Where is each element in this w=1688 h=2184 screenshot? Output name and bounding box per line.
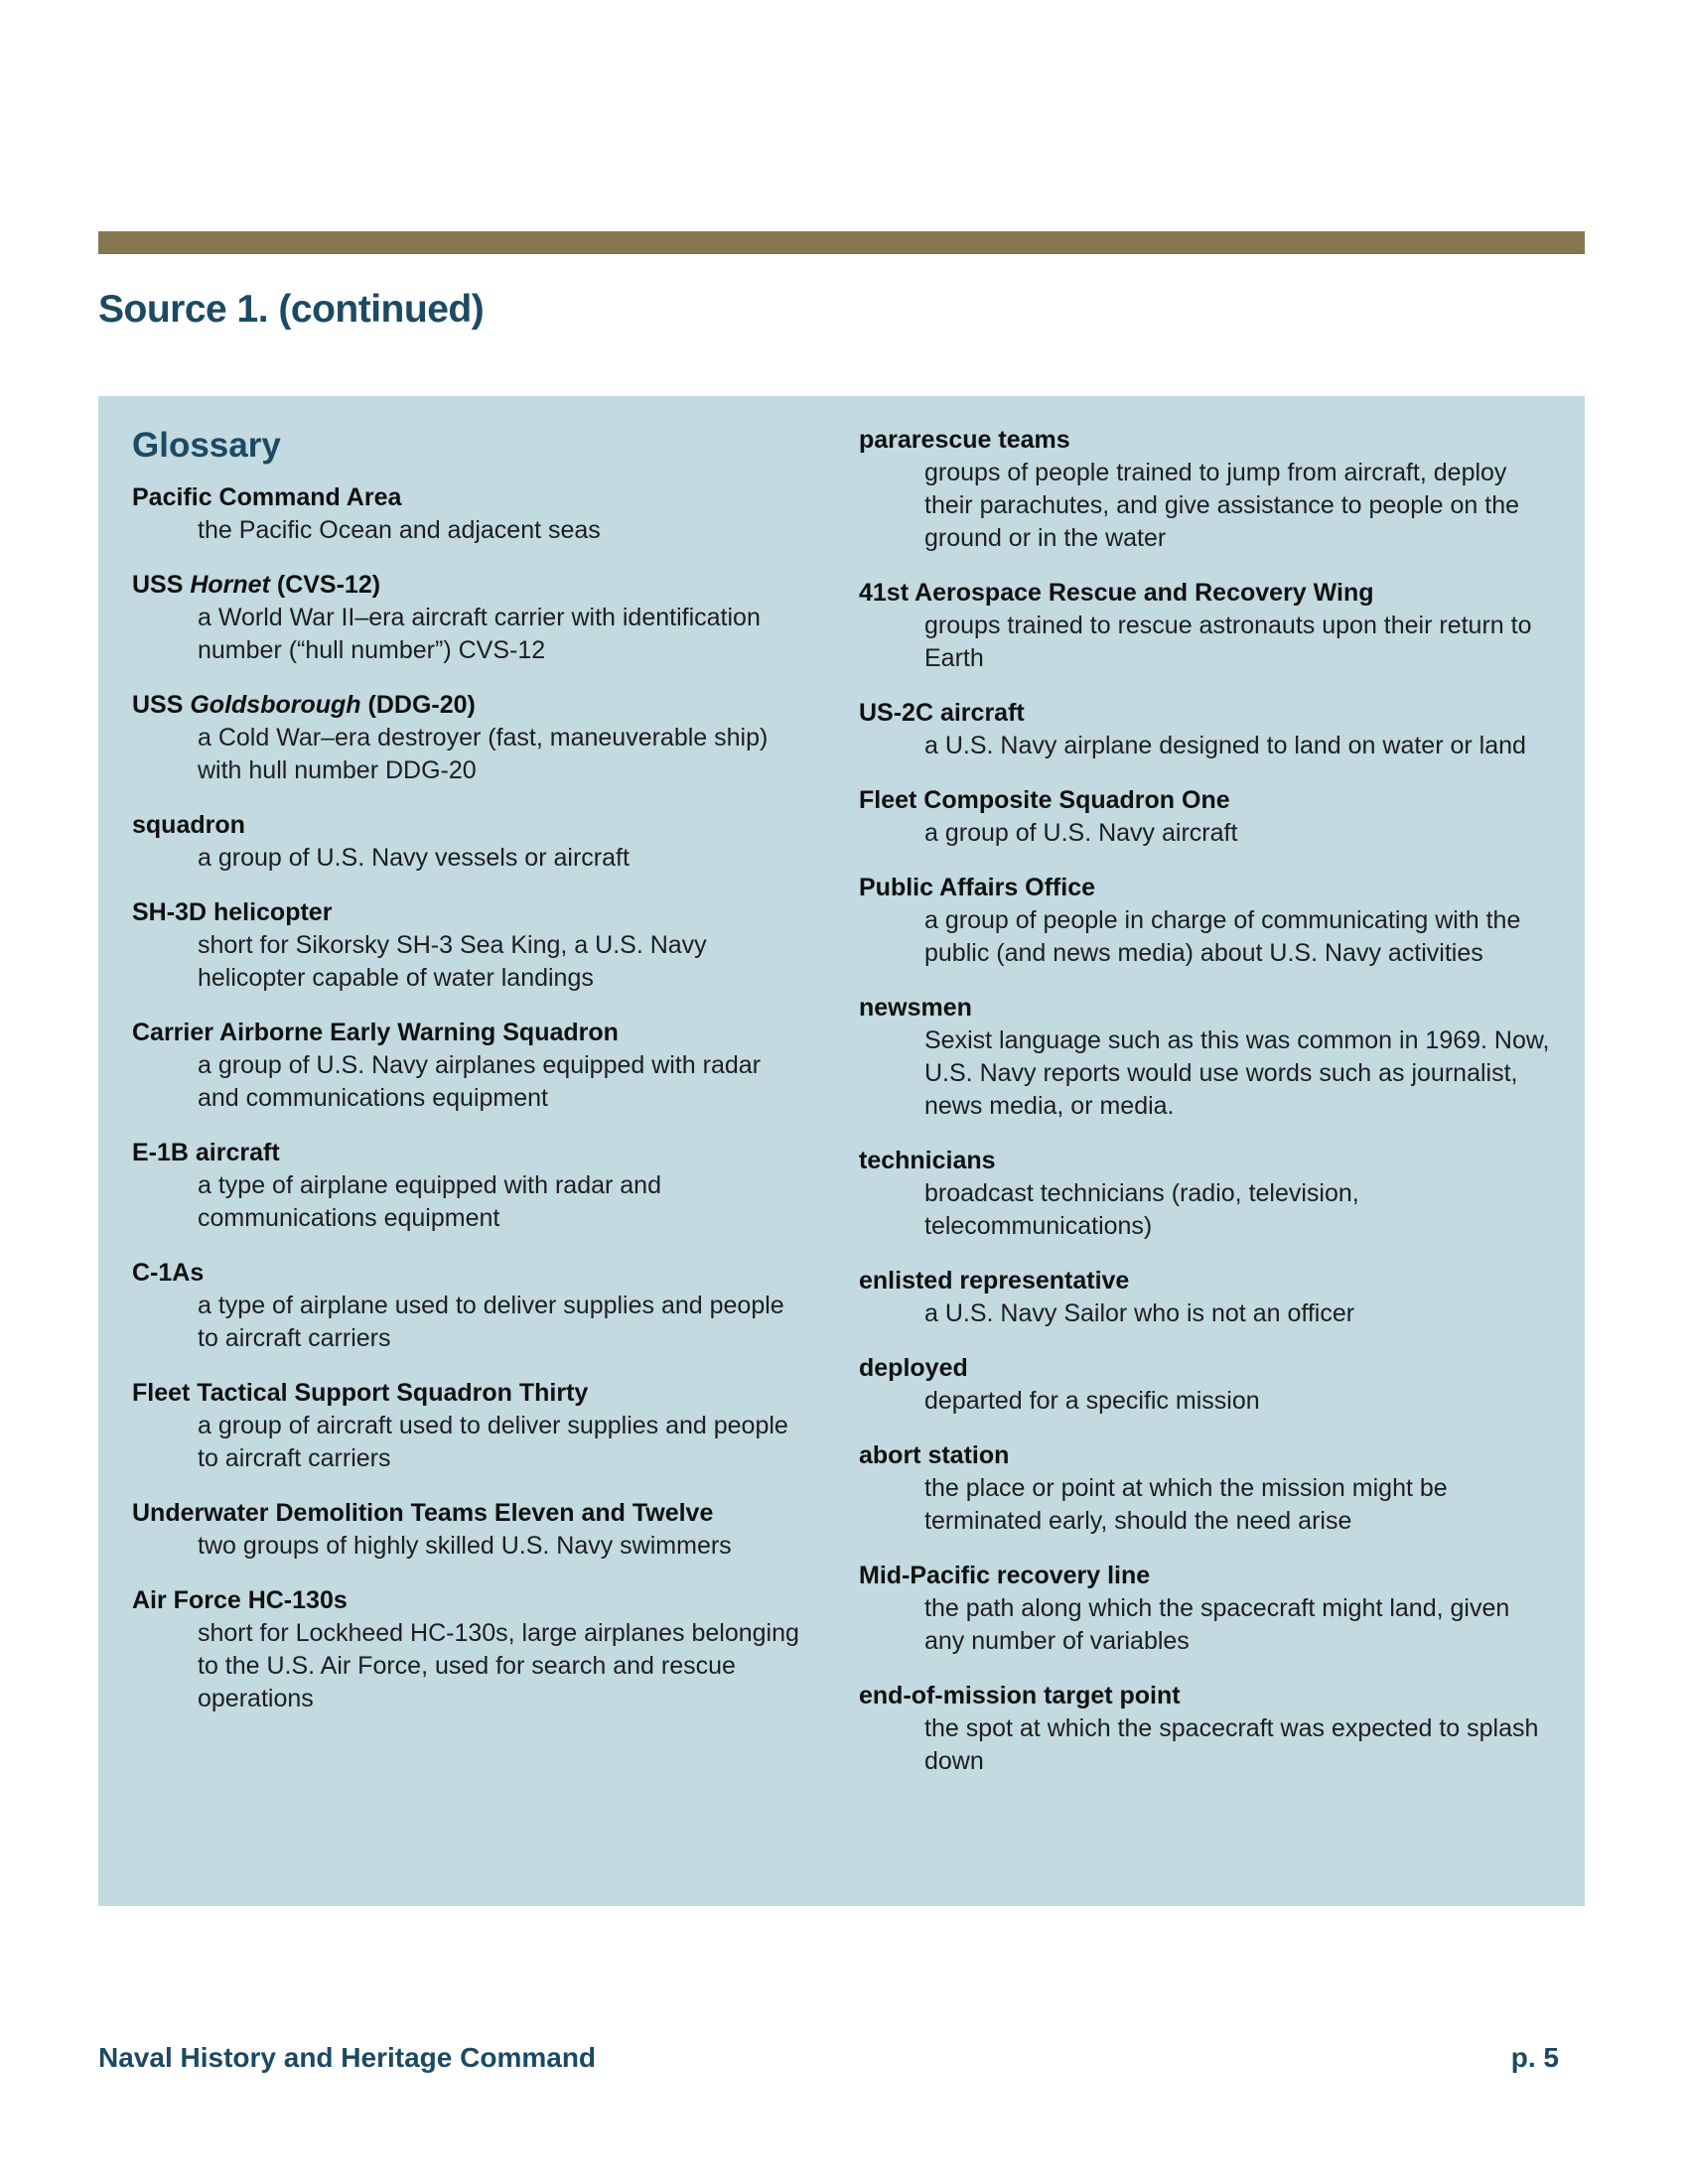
glossary-definition: groups of people trained to jump from aircraft, deploy their parachutes, and give assistance to people on the ground or in the water xyxy=(924,459,1520,552)
glossary-definition: a type of airplane used to deliver supplies and people to aircraft carriers xyxy=(198,1292,784,1352)
top-divider-rule xyxy=(98,231,1585,254)
footer-organization: Naval History and Heritage Command xyxy=(98,2042,597,2073)
glossary-term xyxy=(859,424,1554,457)
glossary-term xyxy=(132,689,807,722)
term-text: Carrier Airborne Early Warning Squadron xyxy=(132,1019,619,1046)
glossary-entry xyxy=(132,1584,807,1715)
glossary-entry xyxy=(132,1017,807,1115)
term-text: Fleet Tactical Support Squadron Thirty xyxy=(132,1379,589,1407)
glossary-definition: Sexist language such as this was common in 1969. Now, U.S. Navy reports would use words such as journalist, news media, or media. xyxy=(924,1026,1550,1120)
glossary-term xyxy=(132,1257,807,1290)
glossary-definition: two groups of highly skilled U.S. Navy swimmers xyxy=(198,1532,732,1560)
glossary-entry xyxy=(132,809,807,875)
glossary-term xyxy=(859,872,1554,904)
glossary-entry xyxy=(859,1560,1554,1658)
glossary-entry xyxy=(132,896,807,995)
term-text: US-2C aircraft xyxy=(859,699,1025,727)
glossary-term xyxy=(132,896,807,929)
page-number: p. 5 xyxy=(1510,2042,1559,2073)
glossary-term xyxy=(859,784,1554,817)
glossary-term xyxy=(132,1584,807,1617)
glossary-definition: a U.S. Navy Sailor who is not an officer xyxy=(924,1299,1355,1327)
glossary-definition: a group of U.S. Navy vessels or aircraft xyxy=(198,844,630,872)
glossary-definition: the path along which the spacecraft might land, given any number of variables xyxy=(924,1594,1510,1655)
glossary-definition: a group of aircraft used to deliver supplies and people to aircraft carriers xyxy=(198,1412,788,1472)
glossary-entry xyxy=(132,481,807,547)
glossary-definition: groups trained to rescue astronauts upon their return to Earth xyxy=(924,612,1532,672)
glossary-term xyxy=(132,1497,807,1530)
glossary-heading: Glossary xyxy=(132,426,281,465)
term-text: technicians xyxy=(859,1147,996,1174)
glossary-definition: departed for a specific mission xyxy=(924,1387,1260,1415)
glossary-entry xyxy=(859,1145,1554,1243)
glossary-definition: the place or point at which the mission might be terminated early, should the need arise xyxy=(924,1474,1448,1535)
glossary-definition: short for Sikorsky SH-3 Sea King, a U.S. Navy helicopter capable of water landings xyxy=(198,931,707,992)
term-text: pararescue teams xyxy=(859,426,1070,454)
term-italic-text: Hornet xyxy=(190,571,270,599)
glossary-term xyxy=(859,1439,1554,1472)
glossary-entry xyxy=(132,1137,807,1235)
term-suffix-text: (DDG-20) xyxy=(360,691,476,719)
term-text: end-of-mission target point xyxy=(859,1682,1181,1709)
term-text: abort station xyxy=(859,1441,1010,1469)
term-text: Mid-Pacific recovery line xyxy=(859,1562,1151,1589)
glossary-term xyxy=(859,1680,1554,1712)
term-text: USS xyxy=(132,571,191,599)
glossary-term xyxy=(859,1145,1554,1177)
term-text: SH-3D helicopter xyxy=(132,898,333,926)
glossary-definition: a group of U.S. Navy aircraft xyxy=(924,819,1238,847)
glossary-column-left xyxy=(132,424,807,1737)
term-text: Underwater Demolition Teams Eleven and Twelve xyxy=(132,1499,714,1527)
term-italic-text: Goldsborough xyxy=(190,691,361,719)
glossary-entry xyxy=(859,992,1554,1123)
glossary-term xyxy=(859,1265,1554,1297)
glossary-term xyxy=(859,697,1554,730)
glossary-entry xyxy=(859,1265,1554,1330)
glossary-term xyxy=(132,1377,807,1410)
glossary-term xyxy=(132,809,807,842)
glossary-entry xyxy=(859,1680,1554,1778)
glossary-term xyxy=(132,569,807,602)
glossary-entry xyxy=(859,784,1554,850)
glossary-entry xyxy=(859,1439,1554,1538)
glossary-entry xyxy=(132,569,807,667)
term-text: Pacific Command Area xyxy=(132,483,402,511)
term-text: 41st Aerospace Rescue and Recovery Wing xyxy=(859,579,1374,607)
glossary-entry xyxy=(132,1377,807,1475)
term-text: newsmen xyxy=(859,994,972,1022)
glossary-term xyxy=(132,481,807,514)
term-suffix-text: (CVS-12) xyxy=(269,571,381,599)
glossary-term xyxy=(859,992,1554,1024)
glossary-column-right xyxy=(859,424,1554,1800)
term-text: USS xyxy=(132,691,191,719)
glossary-panel xyxy=(98,396,1585,1906)
glossary-entry xyxy=(859,872,1554,970)
term-text: Air Force HC-130s xyxy=(132,1586,348,1614)
term-text: Fleet Composite Squadron One xyxy=(859,786,1230,814)
glossary-definition: a type of airplane equipped with radar and communications equipment xyxy=(198,1171,661,1232)
glossary-term xyxy=(859,1352,1554,1385)
glossary-term xyxy=(859,1560,1554,1592)
glossary-definition: a World War II–era aircraft carrier with identification number (“hull number”) CVS-12 xyxy=(198,604,761,664)
glossary-entry xyxy=(132,1497,807,1563)
glossary-definition: short for Lockheed HC-130s, large airplanes belonging to the U.S. Air Force, used for search and rescue operations xyxy=(198,1619,799,1712)
glossary-definition: a group of U.S. Navy airplanes equipped with radar and communications equipment xyxy=(198,1051,761,1112)
glossary-entry xyxy=(859,1352,1554,1418)
glossary-term xyxy=(132,1137,807,1169)
glossary-entry xyxy=(132,1257,807,1355)
glossary-entry xyxy=(859,577,1554,675)
glossary-entry xyxy=(132,689,807,787)
glossary-definition: the Pacific Ocean and adjacent seas xyxy=(198,516,601,544)
glossary-definition: a Cold War–era destroyer (fast, maneuverable ship) with hull number DDG-20 xyxy=(198,724,769,784)
term-text: E-1B aircraft xyxy=(132,1139,280,1166)
term-text: C-1As xyxy=(132,1259,205,1287)
glossary-definition: a group of people in charge of communicating with the public (and news media) about U.S. Navy activities xyxy=(924,906,1521,967)
glossary-term xyxy=(859,577,1554,610)
section-title: Source 1. (continued) xyxy=(98,288,485,331)
glossary-entry xyxy=(859,424,1554,555)
glossary-entry xyxy=(859,697,1554,762)
term-text: Public Affairs Office xyxy=(859,874,1096,901)
term-text: squadron xyxy=(132,811,245,839)
term-text: enlisted representative xyxy=(859,1267,1130,1295)
glossary-definition: a U.S. Navy airplane designed to land on water or land xyxy=(924,732,1526,759)
glossary-term xyxy=(132,1017,807,1049)
glossary-definition: the spot at which the spacecraft was expected to splash down xyxy=(924,1714,1539,1775)
term-text: deployed xyxy=(859,1354,968,1382)
glossary-definition: broadcast technicians (radio, television, telecommunications) xyxy=(924,1179,1359,1240)
